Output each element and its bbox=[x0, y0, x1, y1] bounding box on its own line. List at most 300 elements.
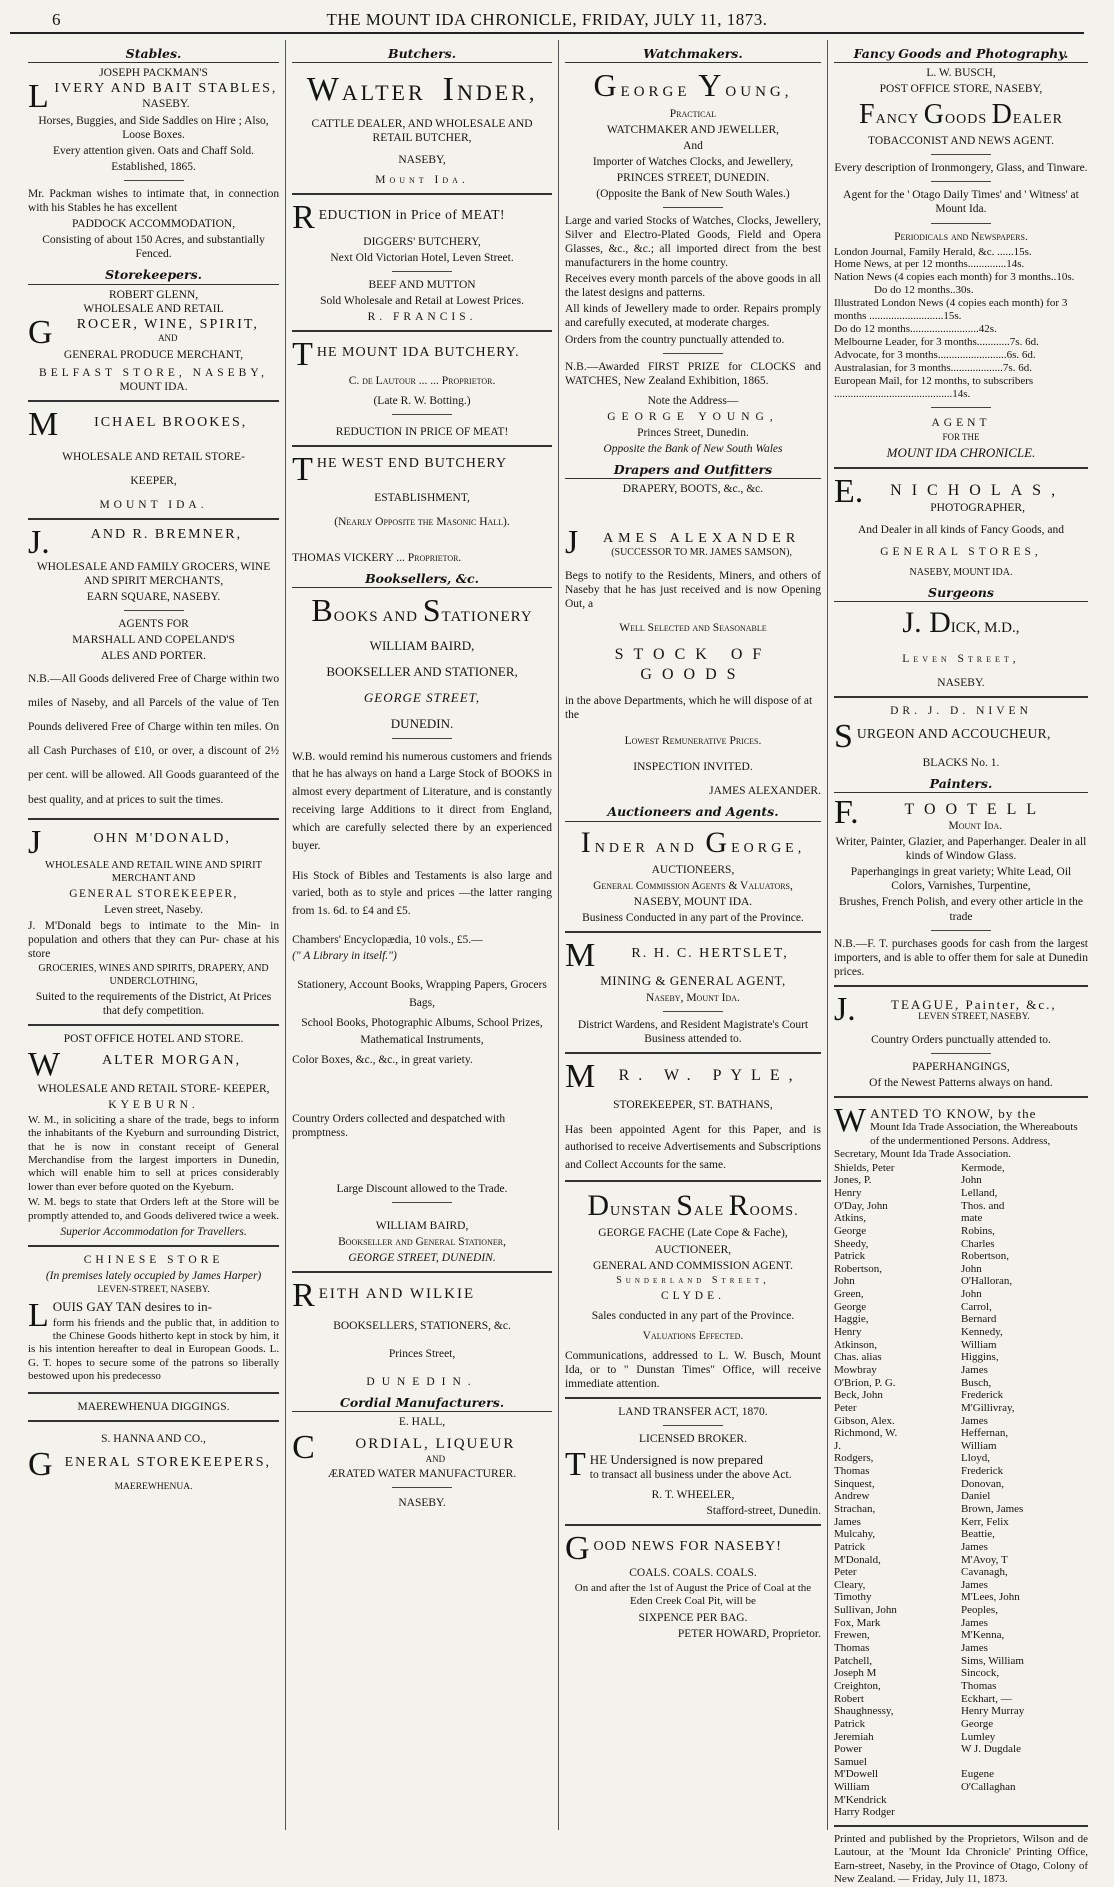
advert-mount-ida-butchery bbox=[292, 335, 552, 439]
advert-body: N.B.—All Goods delivered Free of Charge within two miles of Naseby, and all Parcels of the value of Ten Pounds delivered Free of Charge within ten miles. On all Cash Purchases of £10, or over, a discount of 2½ per cent. will be allowed. All Goods guaranteed of the best quality, and at prices to suit the times. bbox=[28, 672, 280, 806]
columns bbox=[22, 40, 1094, 1886]
category-heading: Watchmakers. bbox=[565, 46, 821, 63]
advert-line: PETER HOWARD, Proprietor. bbox=[677, 1627, 821, 1640]
drop-cap: G bbox=[923, 99, 945, 131]
advert-line: And bbox=[683, 140, 703, 153]
advert-line: BEEF AND MUTTON bbox=[368, 278, 476, 291]
wanted-name: Richmond, W. J. bbox=[833, 1427, 898, 1452]
advert-line: DIGGERS' BUTCHERY, bbox=[363, 235, 481, 248]
advert-inder-george bbox=[565, 825, 821, 926]
advert-nicholas bbox=[833, 472, 1088, 579]
advert-line: DUNEDIN. bbox=[390, 715, 454, 731]
advert-hertslet bbox=[565, 939, 821, 1046]
advert-body: And Dealer in all kinds of Fancy Goods, and bbox=[857, 523, 1064, 536]
advert-body: Begs to notify to the Residents, Miners, and others of Naseby that he has just received and is now Opening Out, a bbox=[564, 570, 821, 611]
drop-cap: S bbox=[833, 717, 853, 755]
drop-cap: J. bbox=[28, 523, 50, 561]
wanted-name: Heffernan, William bbox=[960, 1427, 1009, 1452]
wanted-name bbox=[961, 1756, 1025, 1769]
advert-line: Leven Street, bbox=[902, 652, 1020, 665]
advert-title: OOMS. bbox=[749, 1203, 799, 1219]
advert-line: ÆRATED WATER MANUFACTURER. bbox=[327, 1467, 517, 1480]
advert-morgan bbox=[28, 1032, 279, 1239]
page-number: 6 bbox=[52, 10, 61, 29]
advert-line: FOR THE bbox=[942, 432, 980, 443]
drop-cap: J. D bbox=[902, 605, 951, 639]
advert-line: WHOLESALE AND RETAIL STORE- bbox=[62, 450, 245, 463]
advert-line: Princes Street, Dunedin. bbox=[637, 426, 749, 439]
advert-line: Valuations Effected. bbox=[642, 1329, 744, 1342]
wanted-name: Strachan, James bbox=[833, 1502, 876, 1528]
advert-line: BOOKSELLERS, STATIONERS, &c. bbox=[333, 1320, 511, 1333]
drop-cap: J bbox=[28, 823, 42, 861]
wanted-name: Sincock, Thomas bbox=[960, 1667, 1000, 1692]
advert-title: ANTED TO KNOW, by the bbox=[870, 1105, 1037, 1121]
advert-line: MAEREWHENUA. bbox=[114, 1481, 193, 1492]
category-heading: Surgeons bbox=[834, 585, 1088, 602]
advert-line: Opposite the Bank of New South Wales bbox=[603, 442, 783, 455]
advert-line: Business Conducted in any part of the Province. bbox=[582, 912, 804, 925]
drop-cap: M bbox=[564, 937, 596, 975]
advert-line: ALES AND PORTER. bbox=[101, 649, 207, 662]
advert-wanted-to-know bbox=[833, 1101, 1088, 1819]
advert-line: WILLIAM BAIRD, bbox=[369, 638, 475, 654]
advert-niven bbox=[834, 704, 1088, 770]
advert-title: TEAGUE, Painter, &c., bbox=[891, 996, 1057, 1012]
category-heading: Auctioneers and Agents. bbox=[565, 804, 821, 821]
advert-dick bbox=[834, 605, 1088, 690]
wanted-name: George Lumley bbox=[960, 1717, 996, 1743]
advert-body: Agent for the ' Otago Daily Times' and ' Witness' at Mount Ida. bbox=[843, 189, 1079, 216]
advert-line: NASEBY, MOUNT IDA. bbox=[909, 566, 1013, 578]
advert-teague bbox=[833, 990, 1088, 1090]
advert-line: AND bbox=[158, 332, 178, 343]
wanted-name: Samuel M'Dowell bbox=[833, 1755, 879, 1781]
advert-body: Has been appointed Agent for this Paper, and is authorised to receive Advertisements and Subscriptions and Collect Accounts for the same. bbox=[564, 1124, 821, 1171]
category-heading: Storekeepers. bbox=[28, 267, 279, 284]
advert-line: LAND TRANSFER ACT, 1870. bbox=[618, 1405, 768, 1418]
advert-line: MOUNT IDA. bbox=[119, 380, 188, 393]
wanted-name: Sheedy, Patrick bbox=[833, 1237, 869, 1263]
advert-line: AGENT bbox=[931, 417, 991, 430]
advert-wheeler bbox=[565, 1405, 821, 1518]
list-item: Do do 12 months.........................42s. bbox=[833, 323, 997, 336]
wanted-name: Robins, Charles bbox=[960, 1224, 995, 1250]
advert-line: L. W. BUSCH, bbox=[926, 67, 996, 80]
advert-line: GENERAL AND COMMISSION AGENT. bbox=[592, 1259, 793, 1272]
list-item: Home News, at per 12 months..............14s. bbox=[833, 258, 1025, 271]
advert-title: NDER AND bbox=[594, 840, 698, 856]
advert-body: Large and varied Stocks of Watches, Clocks, Jewellery, Silver and Electro-Plated Goods, Field and Opera Glasses, &c., &c.; all imported direct from the best manufacturers in the home country. bbox=[564, 215, 821, 270]
advert-line: GEORGE FACHE (Late Cope & Fache), bbox=[598, 1227, 788, 1240]
advert-title: OUIS GAY TAN desires to in- bbox=[52, 1298, 212, 1314]
wanted-name: Cavanagh, James bbox=[960, 1566, 1008, 1591]
advert-line: S. HANNA AND CO., bbox=[101, 1432, 206, 1445]
drop-cap: I bbox=[442, 71, 457, 109]
advert-line: Mount Ida. bbox=[375, 173, 469, 186]
advert-title: TATIONERY bbox=[441, 609, 533, 626]
category-heading: Booksellers, &c. bbox=[292, 571, 552, 588]
advert-body: Mount Ida Trade Association, the Whereabouts of the undermentioned Persons. Address, Secretary, Mount Ida Trade Association. bbox=[833, 1121, 1078, 1161]
advert-title: ENERAL STOREKEEPERS, bbox=[64, 1454, 272, 1470]
advert-line: Sold Wholesale and Retail at Lowest Prices. bbox=[320, 294, 524, 307]
category-heading: Drapers and Outfitters bbox=[565, 462, 821, 479]
advert-line: DR. J. D. NIVEN bbox=[890, 704, 1032, 717]
advert-body: Large Discount allowed to the Trade. bbox=[336, 1183, 508, 1196]
advert-title: NDER, bbox=[456, 80, 538, 106]
advert-body: On and after the 1st of August the Price of Coal at the Eden Creek Coal Pit, will be bbox=[574, 1581, 812, 1608]
advert-line: GEORGE YOUNG, bbox=[607, 410, 779, 423]
advert-body: N.B.—Awarded FIRST PRIZE for CLOCKS and WATCHES, New Zealand Exhibition, 1865. bbox=[564, 360, 821, 387]
advert-line: E. HALL, bbox=[398, 1416, 446, 1429]
advert-title: URGEON AND ACCOUCHEUR, bbox=[856, 725, 1051, 741]
advert-line: ROBERT GLENN, bbox=[108, 288, 199, 301]
advert-title: ALTER bbox=[341, 80, 426, 106]
advert-title: ROCER, WINE, SPIRIT, bbox=[76, 316, 259, 332]
drop-cap: J. bbox=[833, 990, 856, 1028]
list-item: Do do 12 months..30s. bbox=[873, 284, 974, 297]
drop-cap: R bbox=[292, 1277, 315, 1315]
advert-line: PRINCES STREET, DUNEDIN. bbox=[616, 172, 770, 185]
advert-title: NICHOLAS, bbox=[890, 481, 1066, 499]
advert-title: EITH AND WILKIE bbox=[318, 1286, 476, 1303]
advert-line: PADDOCK ACCOMMODATION, bbox=[71, 218, 236, 231]
advert-line: Well Selected and Seasonable bbox=[619, 622, 767, 635]
drop-cap: I bbox=[580, 825, 595, 859]
advert-line: POST OFFICE HOTEL AND STORE. bbox=[63, 1032, 244, 1045]
wanted-name: Creighton, Robert bbox=[833, 1679, 881, 1705]
drop-cap: R bbox=[728, 1188, 750, 1222]
wanted-name: Cleary, Timothy bbox=[833, 1578, 872, 1604]
wanted-name: Fox, Mark bbox=[833, 1616, 881, 1629]
advert-body: Orders from the country punctually attended to. bbox=[564, 333, 785, 346]
advert-line: JOSEPH PACKMAN'S bbox=[99, 67, 208, 80]
masthead-title: THE MOUNT IDA CHRONICLE, FRIDAY, JULY 11, 1873. bbox=[326, 10, 768, 29]
advert-line: ESTABLISHMENT, bbox=[374, 491, 470, 504]
advert-body: District Wardens, and Resident Magistrate's Court Business attended to. bbox=[577, 1019, 809, 1046]
advert-line: BELFAST STORE, NASEBY, bbox=[39, 366, 269, 379]
advert-body: Communications, addressed to L. W. Busch, Mount Ida, or to " Dunstan Times" Office, will receive immediate attention. bbox=[564, 1349, 821, 1390]
advert-line: WATCHMAKER AND JEWELLER, bbox=[606, 124, 780, 137]
advert-line: GENERAL PRODUCE MERCHANT, bbox=[63, 348, 244, 361]
advert-line: GEORGE STREET, bbox=[363, 689, 481, 705]
advert-line: NASEBY. bbox=[398, 1496, 446, 1509]
advert-body: Receives every month parcels of the above goods in all the latest designs and patterns. bbox=[564, 273, 821, 300]
wanted-name: Shaughnessy, Patrick bbox=[833, 1705, 894, 1730]
wanted-name: W J. Dugdale bbox=[960, 1743, 1021, 1756]
drop-cap: M bbox=[28, 405, 59, 443]
advert-body: Writer, Painter, Glazier, and Paperhanger. Dealer in all kinds of Window Glass. bbox=[835, 836, 1087, 863]
advert-title: AND R. BREMNER, bbox=[90, 526, 243, 542]
advert-brookes bbox=[28, 405, 279, 512]
advert-title: EDUCTION in Price of MEAT! bbox=[318, 206, 505, 222]
wanted-name: Henry Murray bbox=[960, 1705, 1025, 1718]
advert-title: ALE bbox=[693, 1203, 725, 1219]
wanted-name: Lelland, Thos. and mate bbox=[960, 1186, 1005, 1225]
wanted-name: Donovan, Daniel bbox=[960, 1477, 1005, 1503]
advert-line: NASEBY, MOUNT IDA. bbox=[633, 896, 753, 909]
wanted-names-right bbox=[961, 1162, 1088, 1819]
drop-cap: G bbox=[705, 825, 732, 859]
advert-bremner bbox=[28, 523, 280, 812]
advert-body: (" A Library in itself.") bbox=[292, 950, 397, 962]
drop-cap: F. bbox=[833, 793, 859, 831]
advert-diggers bbox=[292, 198, 552, 324]
list-item: European Mail, for 12 months, to subscribers ...........................................14s. bbox=[833, 375, 1034, 401]
wanted-name: Mulcahy, Patrick bbox=[833, 1528, 876, 1553]
advert-tootell bbox=[833, 793, 1088, 979]
wanted-name: M'Lees, John bbox=[960, 1591, 1020, 1604]
drop-cap: G bbox=[28, 1445, 53, 1483]
advert-mcdonald bbox=[28, 823, 280, 1018]
advert-title: EORGE, bbox=[731, 840, 806, 856]
advert-line: AUCTIONEER, bbox=[654, 1243, 732, 1256]
advert-line: CLYDE. bbox=[660, 1289, 725, 1302]
drop-cap: B bbox=[311, 592, 334, 629]
drop-cap: W bbox=[833, 1101, 867, 1139]
advert-line: MAEREWHENUA DIGGINGS. bbox=[77, 1400, 230, 1413]
advert-line: Country Orders punctually attended to. bbox=[871, 1033, 1051, 1046]
advert-line: R. T. WHEELER, bbox=[651, 1488, 735, 1501]
advert-line: Next Old Victorian Hotel, Leven Street. bbox=[330, 251, 514, 264]
advert-line: Established, 1865. bbox=[111, 161, 196, 174]
advert-pyle bbox=[565, 1060, 821, 1174]
advert-line: KYEBURN. bbox=[108, 1098, 199, 1111]
advert-line: AGENTS FOR bbox=[118, 617, 189, 630]
wanted-name: Rodgers, Thomas bbox=[833, 1452, 874, 1478]
advert-title: ALTER MORGAN, bbox=[102, 1052, 242, 1068]
advert-title: TOOTELL bbox=[904, 800, 1047, 818]
advert-line: LICENSED BROKER. bbox=[638, 1432, 747, 1445]
advert-line: GENERAL STORES, bbox=[880, 545, 1042, 558]
wanted-name: Sullivan, John bbox=[833, 1604, 897, 1617]
drop-cap: T bbox=[564, 1445, 586, 1483]
advert-line: Sales conducted in any part of the Province. bbox=[591, 1309, 795, 1322]
wanted-name: Atkinson, Chas. alias Mowbray bbox=[833, 1338, 882, 1376]
advert-line: (SUCCESSOR TO MR. JAMES SAMSON), bbox=[611, 546, 792, 558]
category-heading: Fancy Goods and Photography. bbox=[834, 46, 1088, 63]
advert-line: (Nearly Opposite the Masonic Hall). bbox=[334, 515, 510, 528]
advert-line: General Commission Agents & Valuators, bbox=[593, 880, 793, 893]
advert-line: WHOLESALE AND RETAIL WINE AND SPIRIT MERCHANT AND bbox=[45, 859, 263, 884]
advert-line: Horses, Buggies, and Side Saddles on Hire ; Also, Loose Boxes. bbox=[38, 115, 269, 142]
advert-title: OOD NEWS FOR NASEBY! bbox=[593, 1538, 782, 1554]
wanted-name: Gibson, Alex. bbox=[833, 1414, 895, 1427]
advert-line: GEORGE STREET, DUNEDIN. bbox=[348, 1252, 496, 1265]
advert-line: Of the Newest Patterns always on hand. bbox=[869, 1076, 1053, 1089]
advert-line: Bookseller and General Stationer, bbox=[338, 1236, 506, 1249]
advert-body: His Stock of Bibles and Testaments is also large and varied, both as to style and prices —the latter ranging from 1s. 6d. to £4 and £5. bbox=[292, 869, 552, 918]
advert-title: EORGE bbox=[620, 84, 691, 101]
advert-good-news-coal bbox=[564, 1529, 821, 1641]
advert-title: ORDIAL, LIQUEUR bbox=[355, 1436, 516, 1453]
wanted-name: M'Gillivray, James bbox=[960, 1401, 1015, 1427]
column-3 bbox=[558, 40, 827, 1830]
drop-cap: R bbox=[292, 198, 315, 236]
advert-line: (In premises lately occupied by James Harper) bbox=[45, 1270, 262, 1283]
wanted-name: Patchell, Joseph M bbox=[833, 1654, 877, 1680]
drop-cap: L bbox=[28, 1296, 49, 1334]
advert-line: Periodicals and Newspapers. bbox=[894, 230, 1028, 243]
advert-inder bbox=[292, 69, 552, 187]
list-item: Melbourne Leader, for 3 months............7s. 6d. bbox=[833, 336, 1039, 349]
advert-line: Note the Address— bbox=[647, 394, 739, 407]
advert-line: MOUNT IDA CHRONICLE. bbox=[886, 445, 1036, 461]
wanted-name: Eckhart, — bbox=[960, 1692, 1012, 1705]
drop-cap: S bbox=[676, 1188, 694, 1222]
drop-cap: D bbox=[587, 1188, 611, 1222]
category-heading: Stables. bbox=[28, 46, 279, 63]
advert-line: Mount Ida. bbox=[948, 820, 1003, 833]
advert-body: Brushes, French Polish, and every other article in the trade bbox=[838, 896, 1083, 923]
advert-line: LEVEN STREET, NASEBY. bbox=[918, 1012, 1030, 1023]
advert-baird bbox=[292, 591, 552, 1265]
advert-line: C. de Lautour ... ... Proprietor. bbox=[348, 374, 496, 387]
advert-alexander bbox=[565, 482, 821, 798]
wanted-name: Robertson, John bbox=[833, 1262, 882, 1288]
wanted-name: Kennedy, William bbox=[960, 1326, 1003, 1351]
advert-title: AMES ALEXANDER bbox=[603, 530, 801, 546]
advert-line: STOCK OF GOODS bbox=[614, 646, 772, 683]
advert-line: BLACKS No. 1. bbox=[922, 756, 1000, 769]
advert-title: OHN M'DONALD, bbox=[93, 830, 231, 846]
advert-title: OUNG, bbox=[725, 84, 793, 101]
advert-title: IVERY AND BAIT STABLES, bbox=[54, 81, 278, 97]
drop-cap: F bbox=[859, 99, 876, 131]
advert-line: Naseby, Mount Ida. bbox=[646, 992, 740, 1005]
advert-line: CATTLE DEALER, AND WHOLESALE AND RETAIL BUTCHER, bbox=[311, 117, 533, 144]
advert-line: Sunderland Street, bbox=[616, 1274, 770, 1286]
advert-line: DRAPERY, BOOTS, &c., &c. bbox=[622, 482, 764, 495]
advert-line: WILLIAM BAIRD, bbox=[375, 1220, 469, 1233]
wanted-name: Green, George bbox=[833, 1288, 867, 1313]
advert-body: Every description of Ironmongery, Glass, and Tinware. bbox=[834, 162, 1088, 175]
advert-west-end-butchery bbox=[292, 450, 552, 565]
advert-line: REDUCTION IN PRICE OF MEAT! bbox=[335, 425, 509, 438]
drop-cap: T bbox=[292, 450, 313, 488]
advert-line: (Late R. W. Botting.) bbox=[373, 394, 471, 407]
drop-cap: J bbox=[564, 523, 579, 561]
advert-body: J. M'Donald begs to intimate to the Min- in population and others that they can Pur- chase at his store bbox=[28, 920, 280, 961]
advert-body: W.B. would remind his numerous customers and friends that he has always on hand a Large Stock of BOOKS in almost every department of Literature, and is constantly receiving large Additions to it direct from England, which are carefully selected there by an experienced buyer. bbox=[292, 750, 552, 852]
advert-line: (Opposite the Bank of New South Wales.) bbox=[596, 188, 790, 201]
advert-title: EALER bbox=[1012, 112, 1063, 128]
advert-busch bbox=[834, 66, 1088, 461]
advert-title: HE WEST END BUTCHERY bbox=[316, 455, 508, 471]
advert-line: Every attention given. Oats and Chaff Sold. bbox=[53, 145, 255, 158]
advert-line: R. FRANCIS. bbox=[367, 310, 477, 323]
advert-title: ANCY bbox=[875, 112, 920, 128]
advert-hall bbox=[292, 1415, 552, 1509]
advert-line: NASEBY, bbox=[398, 153, 446, 166]
wanted-name: O'Brion, P. G. bbox=[833, 1376, 896, 1389]
masthead bbox=[10, 0, 1084, 34]
advert-body: W. M., in soliciting a share of the trade, begs to inform the inhabitants of the Kyeburn and surrounding District, that he is now in constant receipt of General Merchandise from the largest importers in Dunedin, which will enable him to sell at prices considerably lower than ever before quoted on the Kyeburn. bbox=[28, 1113, 280, 1193]
wanted-name: Atkins, George bbox=[833, 1212, 867, 1237]
wanted-name: O'Halloran, John bbox=[960, 1275, 1013, 1301]
advert-body: to transact all business under the above Act. bbox=[589, 1468, 792, 1481]
drop-cap: W bbox=[306, 71, 342, 109]
advert-line: SIXPENCE PER BAG. bbox=[638, 1611, 748, 1624]
wanted-name: Busch, Frederick bbox=[960, 1376, 1004, 1402]
advert-hanna bbox=[28, 1400, 279, 1494]
advert-line: NASEBY. bbox=[142, 98, 190, 111]
wanted-name: Jones, P. Henry bbox=[833, 1174, 872, 1199]
advert-title: ICHAEL BROOKES, bbox=[94, 414, 248, 430]
category-heading: Painters. bbox=[834, 776, 1088, 793]
advert-line: CHINESE STORE bbox=[83, 1254, 224, 1267]
list-item: London Journal, Family Herald, &c. ......15s. bbox=[833, 245, 1032, 258]
wanted-name: Lloyd, Frederick bbox=[960, 1452, 1004, 1478]
wanted-name: Higgins, James bbox=[960, 1351, 999, 1376]
list-item: Advocate, for 3 months.........................6s. 6d. bbox=[833, 349, 1036, 362]
advert-dunstan-sale-rooms bbox=[565, 1188, 821, 1391]
list-item: Australasian, for 3 months...................7s. 6d. bbox=[833, 362, 1032, 375]
advert-line: MINING & GENERAL AGENT, bbox=[600, 973, 786, 989]
list-item: Illustrated London News (4 copies each month) for 3 months ...........................15s. bbox=[833, 297, 1068, 323]
wanted-name: Kermode, John bbox=[960, 1161, 1005, 1187]
advert-title: ICK, M.D., bbox=[950, 619, 1020, 636]
column-4 bbox=[827, 40, 1094, 1886]
wanted-name: M'Donald, Peter bbox=[833, 1553, 881, 1579]
advert-line: WHOLESALE AND FAMILY GROCERS, WINE AND SPIRIT MERCHANTS, bbox=[36, 560, 271, 587]
advert-line: DUNEDIN. bbox=[366, 1376, 478, 1389]
wanted-names-left bbox=[834, 1162, 961, 1819]
advert-body: Mr. Packman wishes to intimate that, in connection with his Stables he has excellent bbox=[28, 188, 280, 215]
drop-cap: T bbox=[292, 335, 313, 373]
advert-body: Stationery, Account Books, Wrapping Papers, Grocers Bags, bbox=[297, 979, 547, 1009]
wanted-name: Carrol, Bernard bbox=[960, 1300, 997, 1326]
list-item: Nation News (4 copies each month) for 3 months..10s. bbox=[833, 271, 1075, 284]
advert-line: Importer of Watches Clocks, and Jewellery, bbox=[592, 156, 794, 169]
advert-chinese-store bbox=[28, 1253, 279, 1386]
advert-line: PHOTOGRAPHER, bbox=[930, 501, 1025, 514]
column-1 bbox=[22, 40, 285, 1830]
advert-title: UNSTAN bbox=[610, 1203, 672, 1219]
wanted-name: Robertson, John bbox=[960, 1250, 1009, 1275]
advert-body: Country Orders collected and despatched with promptness. bbox=[292, 1113, 506, 1140]
advert-line: TOBACCONIST AND NEWS AGENT. bbox=[868, 135, 1054, 148]
wanted-name: Kerr, Felix bbox=[960, 1515, 1009, 1528]
advert-body: All kinds of Jewellery made to order. Repairs promply and carefully executed, at moderate charges. bbox=[564, 303, 821, 330]
advert-packman bbox=[28, 66, 279, 261]
advert-body: Color Boxes, &c., &c., in great variety. bbox=[292, 1054, 473, 1067]
wanted-name: Beck, John Peter bbox=[833, 1389, 883, 1414]
advert-line: MOUNT IDA. bbox=[99, 498, 208, 511]
wanted-name: Sims, William bbox=[960, 1654, 1024, 1667]
advert-body: W. M. begs to state that Orders left at the Store will be promptly attended to, and Goods delivered twice a week. bbox=[28, 1196, 280, 1222]
advert-line: JAMES ALEXANDER. bbox=[709, 785, 821, 798]
wanted-name: Harry Rodger bbox=[833, 1806, 895, 1819]
advert-line: Practical bbox=[669, 108, 717, 121]
advert-line: LEVEN-STREET, NASEBY. bbox=[97, 1285, 210, 1296]
wanted-name: Shields, Peter bbox=[833, 1161, 895, 1174]
wanted-name: Beattie, James bbox=[960, 1528, 995, 1553]
wanted-name: Eugene O'Callaghan bbox=[960, 1768, 1016, 1794]
column-2 bbox=[285, 40, 558, 1830]
wanted-name: Frewen, Thomas bbox=[833, 1629, 870, 1655]
drop-cap: D bbox=[991, 99, 1013, 131]
advert-title: HE Undersigned is now prepared bbox=[589, 1451, 764, 1467]
advert-line: WHOLESALE AND RETAIL STORE- KEEPER, bbox=[37, 1082, 270, 1095]
drop-cap: S bbox=[422, 592, 442, 629]
category-heading: Cordial Manufacturers. bbox=[292, 1395, 552, 1412]
advert-line: EARN SQUARE, NASEBY. bbox=[86, 590, 221, 603]
wanted-names-table bbox=[834, 1162, 1088, 1819]
advert-body: N.B.—F. T. purchases goods for cash from the largest importers, and is able to offer them for sale at Dunedin prices. bbox=[833, 937, 1088, 978]
advert-line: MARSHALL AND COPELAND'S bbox=[72, 633, 235, 646]
advert-line: AUCTIONEERS, bbox=[651, 864, 735, 877]
